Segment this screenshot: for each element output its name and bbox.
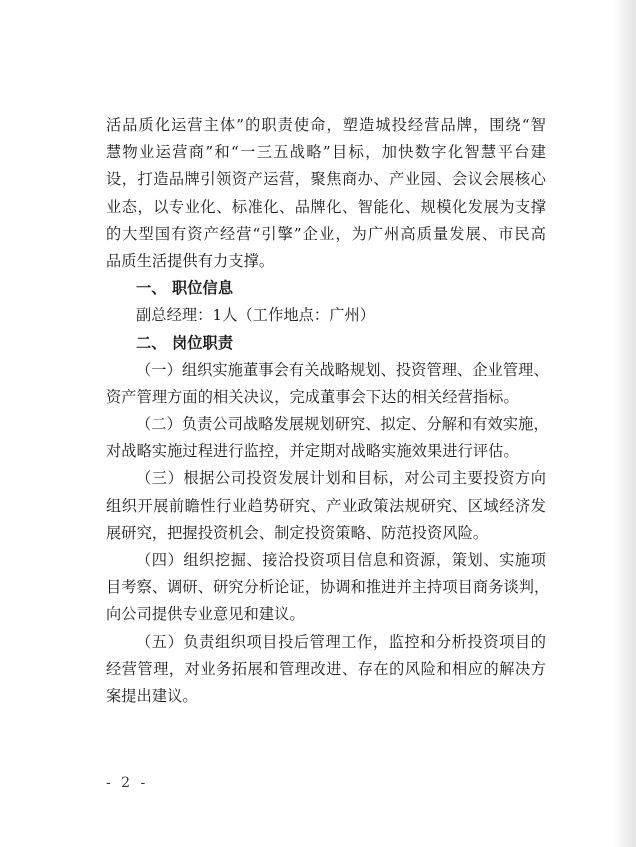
paragraph-line: 慧物业运营商”和“一三五战略”目标，加快数字化智慧平台建 (106, 143, 546, 162)
document-body (106, 112, 550, 710)
duty-line: （一）组织实施董事会有关战略规划、投资管理、企业管理、 (136, 360, 549, 379)
duty-line: 案提出建议。 (106, 686, 198, 705)
duty-line: （五）负责组织项目投后管理工作，监控和分析投资项目的 (136, 632, 546, 651)
section-heading-duties: 二、 岗位职责 (136, 333, 234, 352)
position-info-text: 副总经理：1人（工作地点：广州） (136, 306, 376, 325)
duty-line: 展研究，把握投资机会、制定投资策略、防范投资风险。 (106, 523, 489, 542)
duty-line: 对战略实施过程进行监控，并定期对战略实施效果进行评估。 (106, 442, 519, 461)
duty-line: （二）负责公司战略发展规划研究、拟定、分解和有效实施， (136, 415, 549, 434)
duty-line: 向公司提供专业意见和建议。 (106, 605, 305, 624)
duty-line: 经营管理，对业务拓展和管理改进、存在的风险和相应的解决方 (106, 659, 546, 678)
paragraph-line: 设，打造品牌引领资产运营，聚焦商办、产业园、会议会展核心 (106, 170, 546, 189)
duty-line: （四）组织挖掘、接洽投资项目信息和资源，策划、实施项 (136, 551, 546, 569)
paragraph-line: 活品质化运营主体”的职责使命，塑造城投经营品牌，围绕“智 (106, 116, 546, 134)
duty-line: 目考察、调研、研究分析论证，协调和推进并主持项目商务谈判， (106, 578, 550, 597)
paragraph-line: 的大型国有资产经营“引擎”企业，为广州高质量发展、市民高 (106, 224, 546, 243)
duty-line: 资产管理方面的相关决议，完成董事会下达的相关经营指标。 (106, 387, 519, 406)
page-number: - 2 - (106, 775, 149, 791)
paragraph-line: 品质生活提供有力支撑。 (106, 251, 275, 270)
duty-line: （三）根据公司投资发展计划和目标，对公司主要投资方向 (136, 469, 546, 488)
page-edge-shadow (614, 0, 636, 847)
duty-line: 组织开展前瞻性行业趋势研究、产业政策法规研究、区域经济发 (106, 496, 546, 515)
section-heading-position-info: 一、 职位信息 (136, 279, 234, 298)
paragraph-line: 业态，以专业化、标准化、品牌化、智能化、规模化发展为支撑 (106, 197, 546, 216)
